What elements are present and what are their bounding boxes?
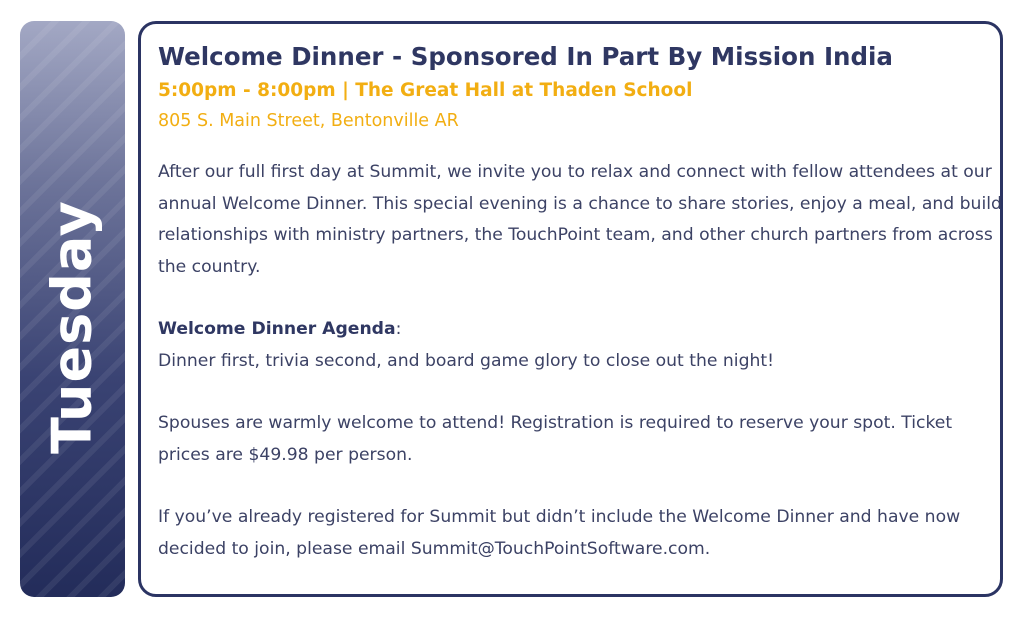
- day-tab: [20, 21, 125, 597]
- event-title: Welcome Dinner - Sponsored In Part By Mission India: [158, 42, 893, 71]
- event-time-venue: 5:00pm - 8:00pm | The Great Hall at Thaden School: [158, 80, 693, 101]
- registered-paragraph: If you’ve already registered for Summit but didn’t include the Welcome Dinner and have now decided to join, please email Summit@TouchPointSoftware.com.: [158, 507, 961, 559]
- agenda-heading-line: [158, 314, 990, 346]
- agenda-text: Dinner first, trivia second, and board game glory to close out the night!: [158, 350, 775, 371]
- event-intro: After our full first day at Summit, we invite you to relax and connect with fellow attendees at our annual Welcome Dinner. This special evening is a chance to share stories, enjoy a meal, and build relationships with ministry partners, the TouchPoint team, and other church partners from across the country.: [158, 162, 1002, 277]
- event-address: 805 S. Main Street, Bentonville AR: [158, 111, 459, 131]
- spouses-paragraph: Spouses are warmly welcome to attend! Registration is required to reserve your spot. Ticket prices are $49.98 per person.: [158, 413, 953, 465]
- agenda-colon: :: [395, 319, 402, 339]
- day-label: Tuesday: [40, 200, 104, 454]
- agenda-heading: Welcome Dinner Agenda: [158, 319, 396, 339]
- event-card: [138, 21, 1003, 597]
- agenda-section: [158, 314, 990, 377]
